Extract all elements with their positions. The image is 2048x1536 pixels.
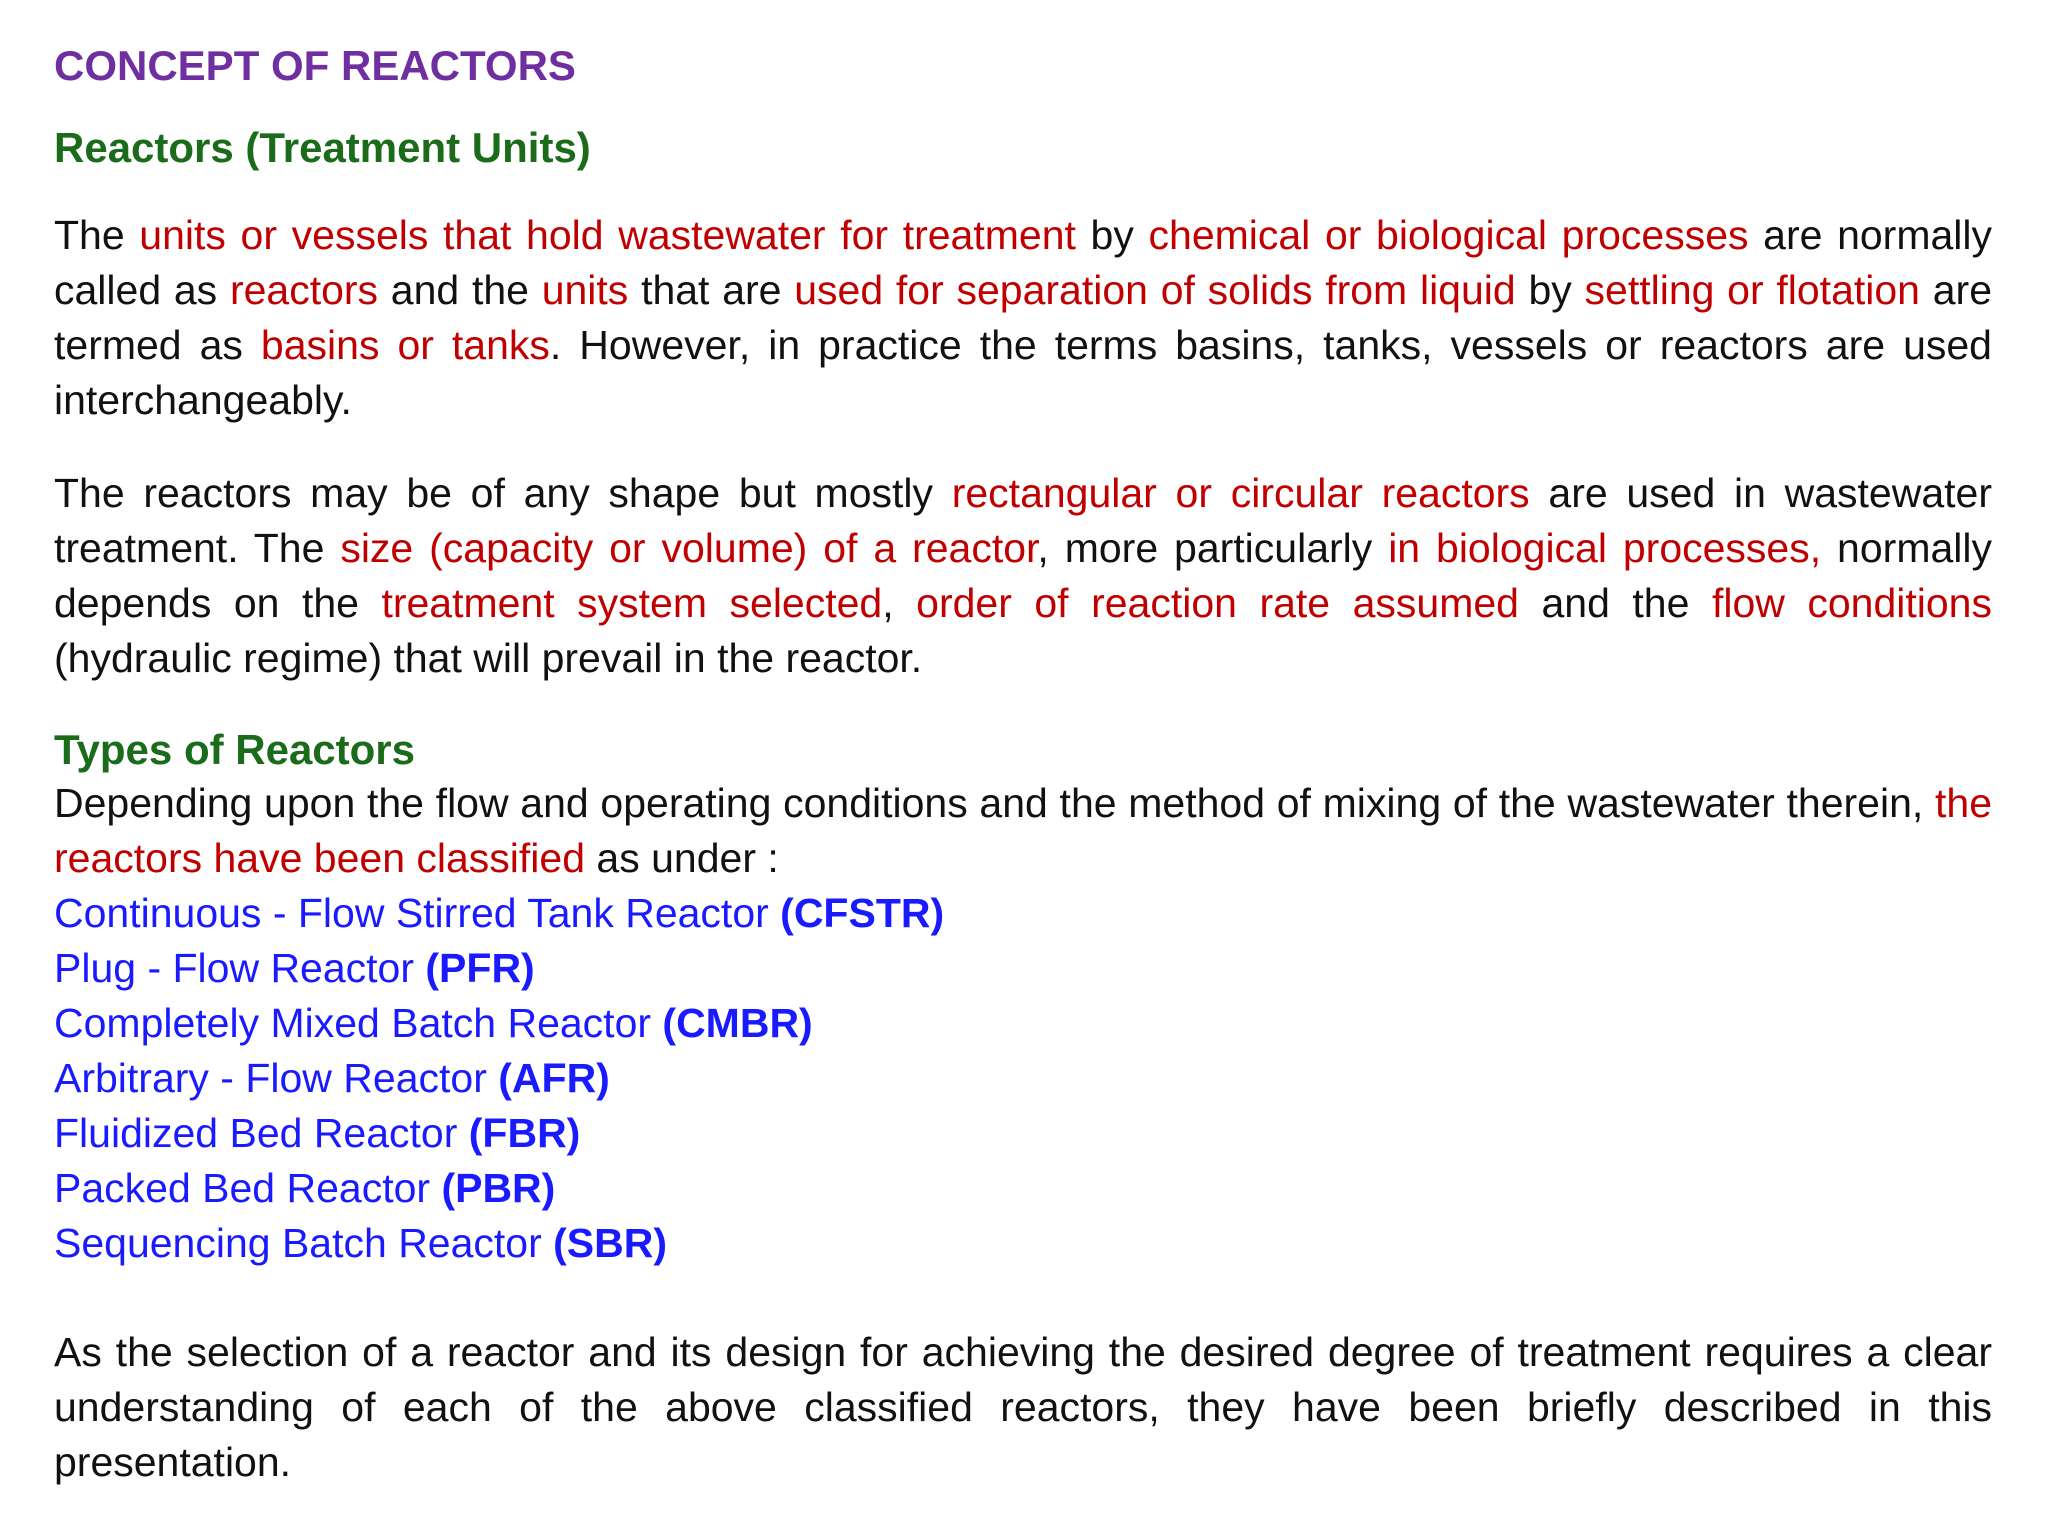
paragraph-conclusion: As the selection of a reactor and its design for achieving the desired degree of treatment requires a clear understanding of each of the above classified reactors, they have been briefly described in this presentation. bbox=[54, 1329, 1992, 1485]
text-run: , bbox=[882, 580, 917, 626]
text-run: and the bbox=[378, 267, 542, 313]
highlight-run: used for separation of solids from liquid bbox=[794, 267, 1516, 313]
reactor-abbr: (PBR) bbox=[441, 1165, 556, 1211]
text-run: and the bbox=[1518, 580, 1712, 626]
reactor-abbr: (AFR) bbox=[498, 1055, 610, 1101]
highlight-run: size (capacity or volume) of a reactor bbox=[340, 525, 1038, 571]
highlight-run: treatment system selected bbox=[381, 580, 883, 626]
paragraph-types-intro bbox=[54, 776, 1992, 886]
highlight-run: rectangular or circular reactors bbox=[951, 470, 1530, 516]
text-run: The bbox=[54, 212, 140, 258]
page-title: CONCEPT OF REACTORS bbox=[54, 42, 576, 89]
text-run: are normally called as bbox=[54, 212, 1992, 313]
section-heading-reactors: Reactors (Treatment Units) bbox=[54, 124, 591, 171]
reactor-types-list bbox=[54, 886, 1992, 1271]
text-run: by bbox=[1515, 267, 1585, 313]
highlight-run: order of reaction rate assumed bbox=[916, 580, 1519, 626]
reactor-abbr: (PFR) bbox=[425, 945, 535, 991]
reactor-abbr: (CFSTR) bbox=[780, 890, 945, 936]
section-heading-types: Types of Reactors bbox=[54, 726, 415, 773]
text-run: that are bbox=[628, 267, 795, 313]
highlight-run: units bbox=[541, 267, 629, 313]
highlight-run: in biological processes, bbox=[1388, 525, 1822, 571]
text-run: , more particularly bbox=[1037, 525, 1389, 571]
reactor-abbr: (SBR) bbox=[553, 1220, 668, 1266]
text-run: are used in wastewater treatment. The bbox=[54, 470, 1992, 571]
highlight-run: the reactors have been classified bbox=[54, 780, 1992, 881]
highlight-run: chemical or biological processes bbox=[1148, 212, 1749, 258]
reactor-name: Packed Bed Reactor bbox=[54, 1165, 442, 1211]
highlight-run: reactors bbox=[229, 267, 379, 313]
reactor-name: Continuous - Flow Stirred Tank Reactor bbox=[54, 890, 781, 936]
reactor-abbr: (FBR) bbox=[468, 1110, 581, 1156]
paragraph-reactor-shape-size bbox=[54, 466, 1992, 686]
highlight-run: units or vessels that hold wastewater for treatment bbox=[139, 212, 1076, 258]
list-item-cmbr bbox=[54, 996, 1992, 1051]
text-run: . However, in practice the terms basins, tanks, vessels or reactors are used interchangeably. bbox=[54, 322, 1992, 423]
text-run: Depending upon the flow and operating conditions and the method of mixing of the wastewater therein, bbox=[54, 780, 1935, 826]
reactor-name: Fluidized Bed Reactor bbox=[54, 1110, 469, 1156]
text-run: as under : bbox=[585, 835, 779, 881]
reactor-name: Plug - Flow Reactor bbox=[54, 945, 426, 991]
list-item-pbr bbox=[54, 1161, 1992, 1216]
reactor-name: Completely Mixed Batch Reactor bbox=[54, 1000, 663, 1046]
highlight-run: basins or tanks bbox=[260, 322, 550, 368]
text-run: normally depends on the bbox=[54, 525, 1992, 626]
reactor-abbr: (CMBR) bbox=[662, 1000, 813, 1046]
reactor-name: Arbitrary - Flow Reactor bbox=[54, 1055, 499, 1101]
paragraph-reactors-definition bbox=[54, 208, 1992, 428]
text-run: (hydraulic regime) that will prevail in the reactor. bbox=[54, 635, 923, 681]
list-item-cfstr bbox=[54, 886, 1992, 941]
list-item-fbr bbox=[54, 1106, 1992, 1161]
highlight-run: flow conditions bbox=[1711, 580, 1992, 626]
list-item-sbr bbox=[54, 1216, 1992, 1271]
list-item-afr bbox=[54, 1051, 1992, 1106]
text-run: The reactors may be of any shape but mostly bbox=[54, 470, 952, 516]
text-run: by bbox=[1075, 212, 1149, 258]
reactor-name: Sequencing Batch Reactor bbox=[54, 1220, 554, 1266]
list-item-pfr bbox=[54, 941, 1992, 996]
highlight-run: settling or flotation bbox=[1584, 267, 1920, 313]
text-run: are termed as bbox=[54, 267, 1992, 368]
